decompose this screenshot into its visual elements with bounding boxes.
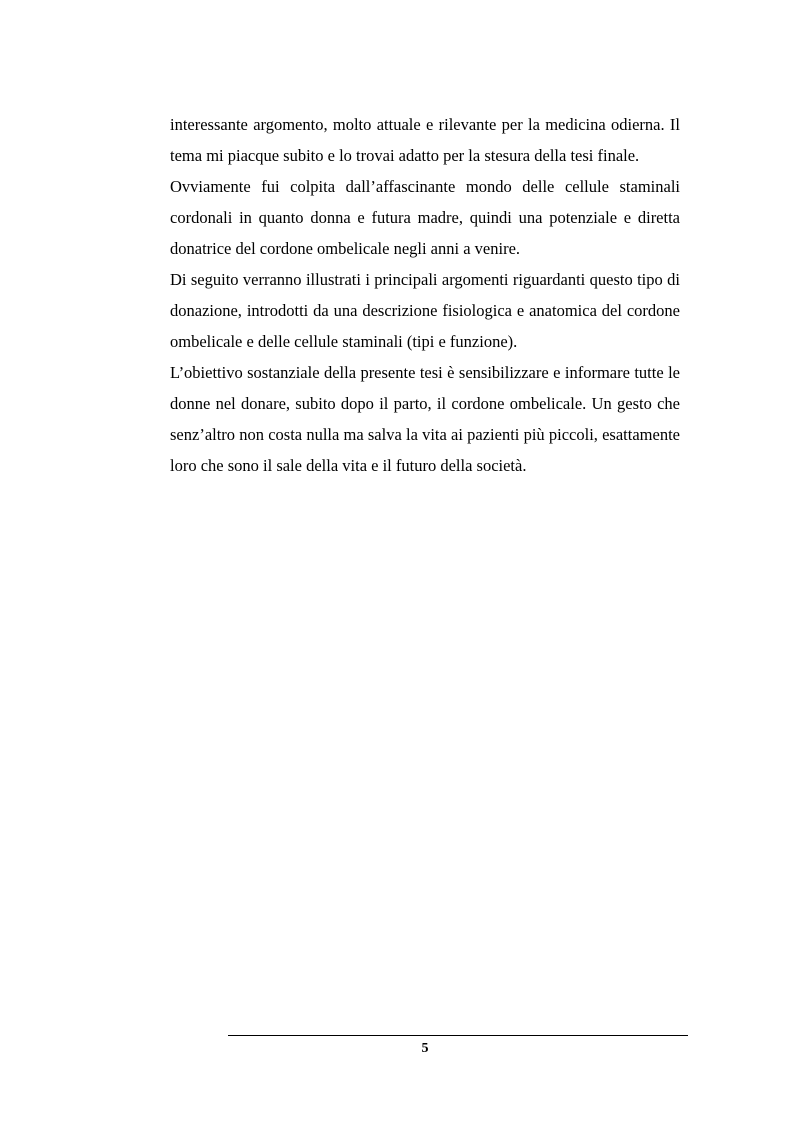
paragraph-objective: L’obiettivo sostanziale della presente tesi è sensibilizzare e informare tutte le donne nel donare, subito dopo il parto, il cordone ombelicale. Un gesto che senz’altro non costa nulla ma salva la vita ai pazienti più piccoli, esattamente loro che sono il sale della vita e il futuro della società. [170, 363, 680, 475]
footer-divider [228, 1035, 688, 1036]
page-number: 5 [421, 1041, 429, 1056]
document-body [170, 109, 680, 481]
paragraph-intro-continuation: interessante argomento, molto attuale e rilevante per la medicina odierna. Il tema mi piacque subito e lo trovai adatto per la stesura della tesi finale. [170, 115, 680, 165]
paragraph-outline: Di seguito verranno illustrati i principali argomenti riguardanti questo tipo di donazione, introdotti da una descrizione fisiologica e anatomica del cordone ombelicale e delle cellule staminali (tipi e funzione). [170, 270, 680, 351]
paragraph-motivation: Ovviamente fui colpita dall’affascinante mondo delle cellule staminali cordonali in quanto donna e futura madre, quindi una potenziale e diretta donatrice del cordone ombelicale negli anni a venire. [170, 177, 680, 258]
